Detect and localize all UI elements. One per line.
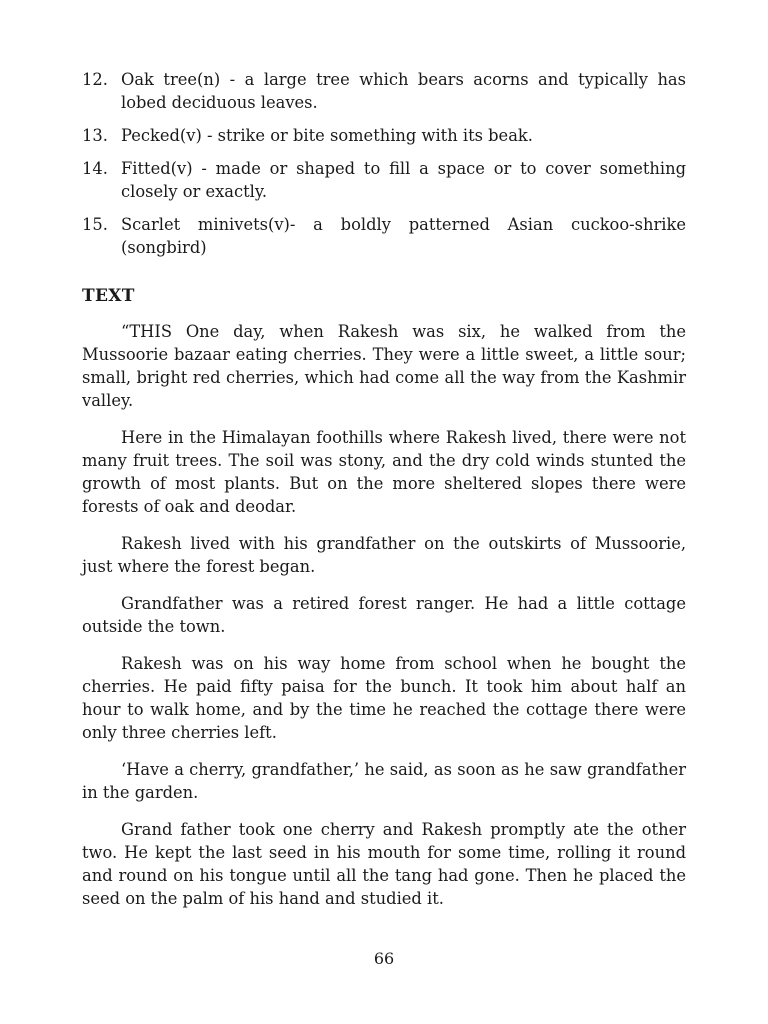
glossary-number: 13. bbox=[82, 126, 108, 145]
glossary-number: 12. bbox=[82, 70, 108, 89]
section-heading: TEXT bbox=[82, 286, 135, 306]
body-paragraph: Grandfather was a retired forest ranger. He had a little cottage outside the town. bbox=[82, 594, 686, 636]
body-paragraph: “THIS One day, when Rakesh was six, he walked from the Mussoorie bazaar eating cherries. They were a little sweet, a little sour; small, bright red cherries, which had come all the way from the Kashmir valley. bbox=[82, 322, 686, 410]
glossary-definition: Fitted(v) - made or shaped to fill a space or to cover something closely or exactly. bbox=[121, 159, 686, 201]
glossary-item bbox=[82, 213, 686, 259]
body-paragraph: ‘Have a cherry, grandfather,’ he said, as soon as he saw grandfather in the garden. bbox=[82, 760, 686, 802]
glossary-number: 14. bbox=[82, 159, 108, 178]
glossary-item bbox=[82, 157, 686, 203]
body-paragraph: Here in the Himalayan foothills where Rakesh lived, there were not many fruit trees. The soil was stony, and the dry cold winds stunted the growth of most plants. But on the more sheltered slopes there were forests of oak and deodar. bbox=[82, 428, 686, 516]
glossary-definition: Scarlet minivets(v)- a boldly patterned Asian cuckoo-shrike (songbird) bbox=[121, 215, 686, 257]
glossary-definition: Oak tree(n) - a large tree which bears acorns and typically has lobed deciduous leaves. bbox=[121, 70, 686, 112]
page-content bbox=[82, 68, 686, 924]
glossary-item bbox=[82, 124, 686, 147]
glossary-item bbox=[82, 68, 686, 114]
body-paragraph: Rakesh lived with his grandfather on the outskirts of Mussoorie, just where the forest began. bbox=[82, 534, 686, 576]
glossary-number: 15. bbox=[82, 215, 108, 234]
page-number: 66 bbox=[373, 949, 395, 968]
body-paragraph: Grand father took one cherry and Rakesh promptly ate the other two. He kept the last seed in his mouth for some time, rolling it round and round on his tongue until all the tang had gone. Then he placed the seed on the palm of his hand and studied it. bbox=[82, 820, 686, 908]
body-paragraph: Rakesh was on his way home from school when he bought the cherries. He paid fifty paisa for the bunch. It took him about half an hour to walk home, and by the time he reached the cottage there were only three cherries left. bbox=[82, 654, 686, 742]
glossary-list bbox=[82, 68, 686, 259]
glossary-definition: Pecked(v) - strike or bite something with its beak. bbox=[121, 126, 533, 145]
